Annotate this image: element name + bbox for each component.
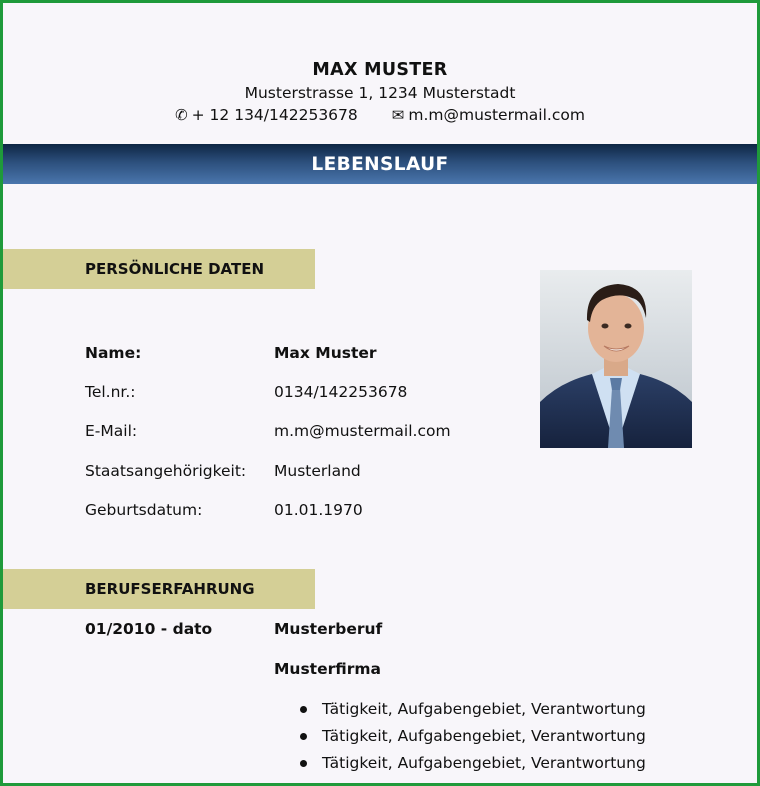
list-item xyxy=(274,724,646,751)
personal-label: Tel.nr.: xyxy=(85,383,136,401)
personal-label: Geburtsdatum: xyxy=(85,501,203,519)
work-period: 01/2010 - dato xyxy=(85,620,213,638)
personal-value: Musterland xyxy=(274,462,361,480)
duty-text: Tätigkeit, Aufgabengebiet, Verantwortung xyxy=(322,754,646,772)
phone-icon: ✆ xyxy=(175,106,188,124)
cv-header xyxy=(3,58,757,126)
contact-line xyxy=(3,104,757,126)
section-heading-work: BERUFSERFAHRUNG xyxy=(3,569,315,609)
work-entry-header xyxy=(85,617,505,641)
banner-title: LEBENSLAUF xyxy=(311,153,449,175)
personal-label: E-Mail: xyxy=(85,422,138,440)
envelope-icon: ✉ xyxy=(391,106,405,124)
personal-value: 0134/142253678 xyxy=(274,383,408,401)
title-banner xyxy=(3,144,757,184)
list-item xyxy=(274,697,646,724)
bullet-icon xyxy=(300,733,307,740)
personal-value: m.m@mustermail.com xyxy=(274,422,451,440)
personal-label: Staatsangehörigkeit: xyxy=(85,462,247,480)
bullet-icon xyxy=(300,706,307,713)
applicant-address: Musterstrasse 1, 1234 Musterstadt xyxy=(244,84,516,102)
work-position: Musterberuf xyxy=(274,620,383,638)
profile-photo xyxy=(540,270,692,448)
phone-contact xyxy=(175,104,358,126)
email-address: m.m@mustermail.com xyxy=(408,106,585,124)
duty-text: Tätigkeit, Aufgabengebiet, Verantwortung xyxy=(322,700,646,718)
work-company: Musterfirma xyxy=(274,660,381,678)
email-contact xyxy=(392,104,585,126)
phone-number: + 12 134/142253678 xyxy=(191,106,358,124)
personal-label: Name: xyxy=(85,344,142,362)
personal-row-birthdate xyxy=(85,498,505,522)
personal-value: Max Muster xyxy=(274,344,377,362)
personal-row-phone xyxy=(85,380,505,404)
applicant-name: MAX MUSTER xyxy=(312,60,448,80)
section-heading-personal: PERSÖNLICHE DATEN xyxy=(3,249,315,289)
list-item xyxy=(274,751,646,778)
portrait-image xyxy=(540,270,692,448)
personal-value: 01.01.1970 xyxy=(274,501,363,519)
personal-row-name xyxy=(85,341,505,365)
personal-row-nationality xyxy=(85,459,505,483)
bullet-icon xyxy=(300,760,307,767)
work-duties-list xyxy=(274,697,646,778)
personal-row-email xyxy=(85,419,505,443)
duty-text: Tätigkeit, Aufgabengebiet, Verantwortung xyxy=(322,727,646,745)
